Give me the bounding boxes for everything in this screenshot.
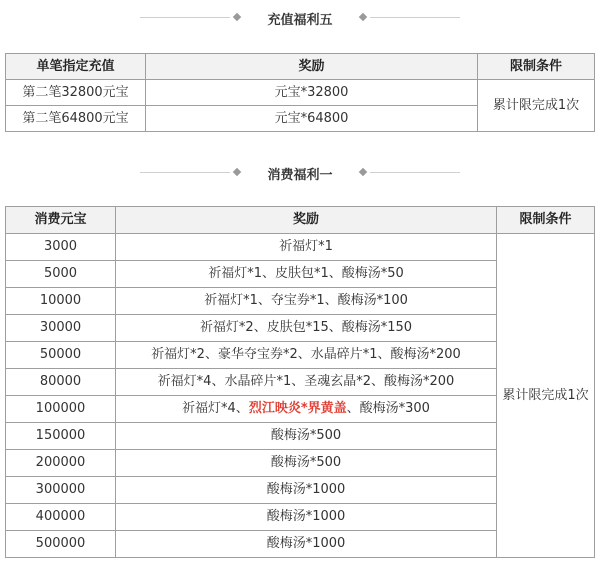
reward-cell: 祈福灯*1、皮肤包*1、酸梅汤*50 <box>116 261 497 288</box>
amount-cell: 第二笔64800元宝 <box>6 106 146 132</box>
amount-cell: 80000 <box>6 369 116 396</box>
reward-cell: 祈福灯*2、豪华夺宝券*2、水晶碎片*1、酸梅汤*200 <box>116 342 497 369</box>
reward-cell: 祈福灯*4、水晶碎片*1、圣魂玄晶*2、酸梅汤*200 <box>116 369 497 396</box>
recharge-table <box>5 53 595 132</box>
consume-table <box>5 206 595 558</box>
divider-line-right <box>370 172 460 173</box>
header-reward: 奖励 <box>146 54 478 80</box>
reward-cell: 祈福灯*2、皮肤包*15、酸梅汤*150 <box>116 315 497 342</box>
amount-cell: 50000 <box>6 342 116 369</box>
reward-text: 祈福灯*4、 <box>182 401 249 416</box>
amount-cell: 200000 <box>6 450 116 477</box>
reward-cell: 元宝*32800 <box>146 80 478 106</box>
reward-cell: 酸梅汤*1000 <box>116 477 497 504</box>
reward-text: 、酸梅汤*300 <box>346 401 430 416</box>
amount-cell: 30000 <box>6 315 116 342</box>
amount-cell: 300000 <box>6 477 116 504</box>
table-header-row <box>6 207 595 234</box>
amount-cell: 3000 <box>6 234 116 261</box>
section-title-text: 充值福利五 <box>267 13 333 28</box>
amount-cell: 500000 <box>6 531 116 558</box>
header-amount: 单笔指定充值 <box>6 54 146 80</box>
header-amount: 消费元宝 <box>6 207 116 234</box>
limit-cell: 累计限完成1次 <box>497 234 595 558</box>
reward-cell: 酸梅汤*1000 <box>116 504 497 531</box>
section-title-text: 消费福利一 <box>267 168 333 183</box>
amount-cell: 100000 <box>6 396 116 423</box>
section-title-consume <box>0 163 600 183</box>
table-row <box>6 80 595 106</box>
amount-cell: 400000 <box>6 504 116 531</box>
section-title-recharge <box>0 8 600 28</box>
table-row <box>6 234 595 261</box>
divider-line-right <box>370 17 460 18</box>
reward-cell: 酸梅汤*500 <box>116 423 497 450</box>
header-reward: 奖励 <box>116 207 497 234</box>
reward-cell: 元宝*64800 <box>146 106 478 132</box>
reward-cell <box>116 396 497 423</box>
reward-cell: 酸梅汤*500 <box>116 450 497 477</box>
table-header-row <box>6 54 595 80</box>
reward-cell: 酸梅汤*1000 <box>116 531 497 558</box>
amount-cell: 150000 <box>6 423 116 450</box>
limit-cell: 累计限完成1次 <box>478 80 595 132</box>
amount-cell: 10000 <box>6 288 116 315</box>
header-limit: 限制条件 <box>497 207 595 234</box>
reward-cell: 祈福灯*1 <box>116 234 497 261</box>
highlight-reward-text: 烈江映炎*界黄盖 <box>248 401 347 416</box>
reward-cell: 祈福灯*1、夺宝券*1、酸梅汤*100 <box>116 288 497 315</box>
amount-cell: 第二笔32800元宝 <box>6 80 146 106</box>
amount-cell: 5000 <box>6 261 116 288</box>
header-limit: 限制条件 <box>478 54 595 80</box>
